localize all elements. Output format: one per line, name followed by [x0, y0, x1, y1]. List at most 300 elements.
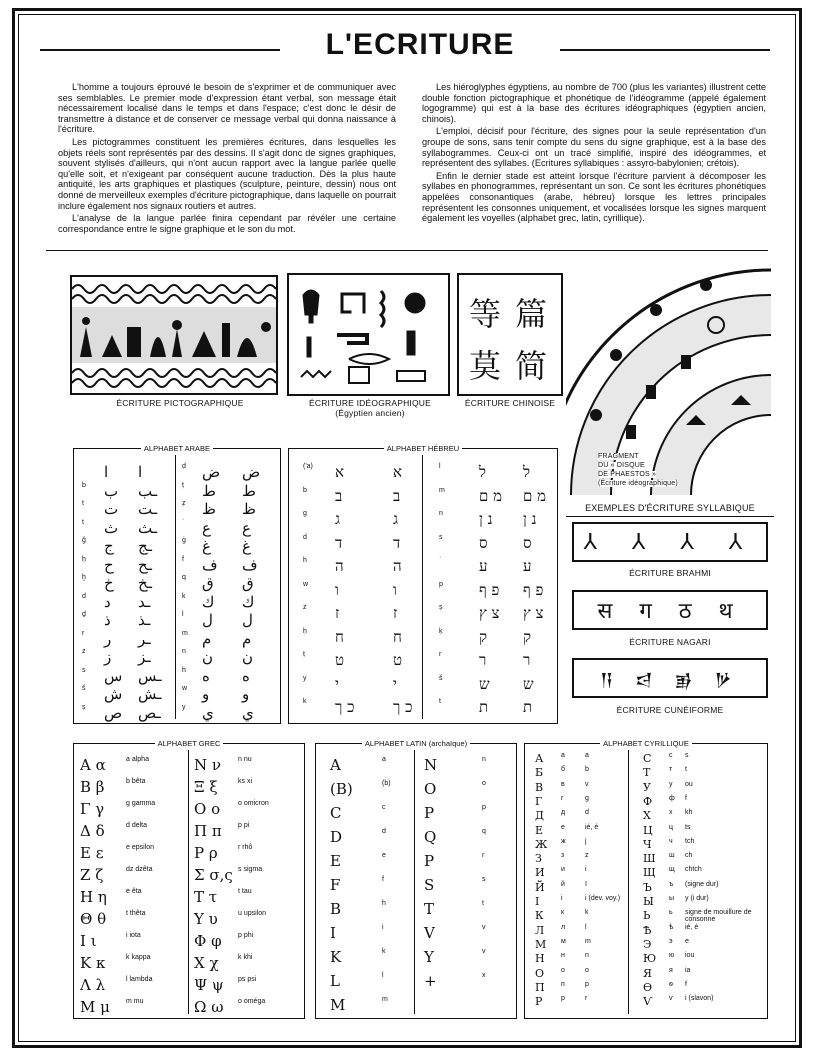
letter-glyph: ע: [523, 557, 532, 575]
letter-transliteration: ц: [669, 823, 674, 831]
letter-transliteration: e: [382, 852, 386, 859]
letter-transliteration: n nu: [238, 756, 252, 763]
letter-transliteration: ou: [685, 780, 693, 788]
letter-glyph: ا: [138, 463, 143, 481]
letter-glyph: К: [535, 909, 544, 923]
letter-transliteration: ḍ: [182, 463, 186, 470]
letter-glyph: Л: [535, 923, 545, 937]
letter-transliteration: b: [585, 766, 589, 774]
intro-paragraph: L'homme a toujours éprouvé le besoin de s'exprimer et de communiquer avec ses semblables. Le premier mode d'expression étant verbal, son message était nécessairement localisé dans le temps et dans l'espace; c'est donc le désir de transmettre à distance et de conserver ce message verbal qui donna naissance à l'écriture.: [58, 82, 396, 135]
letter-glyph: Г: [535, 794, 543, 808]
letter-transliteration: ch: [685, 852, 693, 860]
letter-glyph: ظ: [202, 500, 216, 518]
nagari-sample: [572, 590, 768, 630]
letter-glyph: V: [424, 924, 435, 942]
letter-glyph: ـز: [138, 648, 151, 666]
letter-glyph: ر: [104, 629, 112, 648]
letter-glyph: ת: [479, 698, 489, 716]
intro-paragraph: Les pictogrammes constituent les premières écritures, dans lesquelles les objets réels sont représentés par des dessins. Il s'agit donc de signes graphiques, souvent stylisés d'ailleurs, qui n'ont aucun rapport avec la langue parlée quelle qu'elle soit, et n'exigeant par conséquent aucune traduction. Dès la plus haute antiquité, les arts graphiques et plastiques (sculpture, peinture, dessin) nous ont donné de merveilleux exemples d'écriture pictographique, dans laquelle on pourrait inclure également nos signaux routiers et autres.: [58, 136, 396, 211]
letter-glyph: ـش: [138, 685, 162, 703]
letter-transliteration: т: [669, 766, 673, 774]
letter-glyph: З: [535, 852, 542, 866]
letter-transliteration: kh: [685, 809, 693, 817]
letter-transliteration: f: [382, 876, 384, 883]
letter-glyph: נ ן: [523, 510, 537, 528]
intro-paragraph: L'emploi, décisif pour l'écriture, des signes pour la seule représentation d'un groupe de sons, sans tenir compte du sens du signe graphique, est à la base des syllabogrammes. Ceux-ci ont un tracé simplifié, inspiré des idéogrammes, et représentent des syllabes. (Ecritures syllabiques : assyro-babylonien; crétois).: [422, 126, 766, 169]
letter-glyph: I: [330, 924, 336, 942]
letter-glyph: م: [202, 629, 212, 648]
letter-glyph: י: [335, 674, 339, 693]
letter-transliteration: ks xi: [238, 778, 252, 785]
letter-glyph: C: [330, 804, 342, 822]
brahmi-sample: [572, 522, 768, 562]
letter-transliteration: д: [561, 809, 566, 817]
letter-glyph: ـر: [138, 629, 151, 648]
alphabet-arabic-table: [73, 444, 281, 724]
letter-glyph: و: [242, 685, 250, 703]
letter-transliteration: l: [439, 463, 441, 470]
syllabic-section-title: EXEMPLES D'ÉCRITURE SYLLABIQUE: [566, 503, 774, 517]
letter-transliteration: d delta: [126, 822, 148, 829]
letter-glyph: ع: [202, 518, 211, 537]
letter-glyph: ذ: [104, 611, 111, 629]
letter-glyph: Ы: [643, 895, 654, 908]
letter-glyph: ـث: [138, 518, 158, 537]
letter-transliteration: p: [439, 580, 443, 588]
letter-transliteration: s: [439, 533, 443, 541]
letter-transliteration: ié, é: [685, 923, 699, 931]
letter-glyph: ב: [335, 486, 343, 505]
alphabet-hebrew-title: ALPHABET HÉBREU: [384, 444, 462, 453]
letter-glyph: ق: [242, 574, 254, 592]
letter-transliteration: q: [482, 828, 486, 835]
letter-glyph: מ ם: [523, 486, 547, 505]
letter-glyph: ו: [335, 580, 339, 599]
letter-transliteration: ('a): [303, 463, 313, 470]
letter-transliteration: t: [482, 900, 484, 907]
letter-transliteration: н: [561, 952, 565, 960]
letter-glyph: K: [330, 948, 342, 966]
letter-transliteration: k: [382, 948, 386, 955]
letter-glyph: ר: [479, 651, 487, 669]
letter-transliteration: х: [669, 809, 673, 817]
letter-glyph: Ψ ψ: [194, 976, 224, 994]
letter-glyph: L: [330, 972, 340, 990]
letter-transliteration: n: [182, 648, 186, 655]
letter-glyph: ن: [202, 648, 214, 666]
letter-transliteration: о: [561, 966, 565, 974]
letter-glyph: א: [393, 463, 403, 481]
letter-glyph: Y: [424, 948, 434, 966]
letter-glyph: س: [104, 666, 123, 685]
letter-transliteration: ġ: [182, 537, 186, 544]
column-divider: [188, 750, 189, 1014]
letter-glyph: ט: [335, 651, 345, 669]
letter-glyph: ד: [393, 533, 401, 552]
letter-glyph: ظ: [242, 500, 256, 518]
letter-glyph: N: [424, 756, 438, 774]
letter-transliteration: f: [182, 555, 184, 563]
ideographic-caption: ÉCRITURE IDÉOGRAPHIQUE: [309, 398, 431, 408]
letter-glyph: ا: [104, 463, 109, 481]
letter-transliteration: к: [561, 909, 565, 917]
letter-transliteration: o: [482, 780, 486, 787]
letter-glyph: Т: [643, 766, 651, 780]
alphabet-arabic-title: ALPHABET ARABE: [141, 444, 213, 453]
letter-glyph: ش: [104, 685, 123, 703]
letter-glyph: А: [535, 752, 544, 765]
letter-transliteration: i: [382, 924, 384, 931]
alphabet-latin-table: [315, 739, 517, 1019]
letter-transliteration: ps psi: [238, 976, 257, 983]
letter-transliteration: p pi: [238, 822, 250, 829]
chinese-character: 简: [515, 347, 548, 385]
letter-transliteration: l: [182, 611, 184, 618]
alphabet-greek-title: ALPHABET GREC: [155, 739, 224, 748]
letter-transliteration: i (dev. voy.): [585, 895, 621, 902]
letter-transliteration: б: [561, 766, 566, 774]
letter-transliteration: у: [669, 780, 673, 788]
letter-glyph: P: [424, 852, 435, 870]
letter-transliteration: t: [82, 518, 84, 526]
letter-glyph: Й: [535, 880, 545, 894]
letter-glyph: ل: [202, 611, 213, 629]
letter-glyph: د: [104, 592, 111, 611]
letter-glyph: ل: [242, 611, 253, 629]
letter-glyph: א: [335, 463, 345, 481]
letter-glyph: Γ γ: [80, 800, 105, 818]
letter-transliteration: ǧ: [82, 537, 86, 544]
letter-glyph: צ ץ: [523, 604, 544, 622]
letter-transliteration: l: [382, 972, 384, 979]
letter-glyph: Ю: [643, 952, 657, 966]
letter-transliteration: п: [561, 980, 565, 988]
letter-glyph: P: [424, 804, 435, 822]
letter-glyph: ب: [104, 481, 119, 500]
brahmi-caption: ÉCRITURE BRAHMI: [629, 568, 711, 578]
letter-transliteration: l: [585, 923, 587, 931]
letter-transliteration: й: [561, 880, 565, 888]
letter-transliteration: (b): [382, 780, 391, 787]
alphabet-cyrillic-table: [524, 739, 768, 1019]
phaestos-disc-image: [566, 265, 771, 495]
letter-transliteration: w: [303, 580, 309, 588]
letter-transliteration: t: [685, 766, 687, 774]
brahmi-glyphs: ⅄ ⅄ ⅄ ⅄: [583, 529, 757, 555]
letter-transliteration: ḥ: [303, 627, 307, 635]
letter-glyph: נ ן: [479, 510, 493, 528]
letter-transliteration: g gamma: [126, 800, 156, 807]
letter-transliteration: ï: [585, 880, 587, 888]
letter-transliteration: w: [182, 685, 188, 692]
letter-glyph: Б: [535, 766, 544, 780]
letter-transliteration: h: [382, 900, 386, 907]
letter-glyph: ד: [335, 533, 343, 552]
letter-glyph: ש: [523, 674, 534, 693]
letter-glyph: Μ μ: [80, 998, 110, 1016]
letter-glyph: ג: [335, 510, 340, 528]
cuneiform-caption: ÉCRITURE CUNÉIFORME: [616, 705, 724, 715]
letter-transliteration: s: [482, 876, 486, 883]
letter-glyph: ه: [202, 666, 210, 685]
letter-transliteration: ф: [669, 794, 675, 802]
letter-transliteration: ы: [669, 895, 675, 902]
letter-glyph: Ь: [643, 909, 651, 923]
letter-glyph: ط: [242, 481, 256, 500]
letter-transliteration: v: [585, 780, 589, 788]
letter-glyph: ב: [393, 486, 401, 505]
letter-transliteration: b bêta: [126, 778, 146, 785]
letter-glyph: Α α: [80, 756, 106, 774]
letter-glyph: ج: [104, 537, 114, 555]
letter-transliteration: i (slavon): [685, 995, 714, 1003]
cuneiform-glyphs: 𒀀 𒁀 𒂊 𒃻: [600, 669, 740, 691]
letter-glyph: ـح: [138, 555, 153, 574]
letter-transliteration: m mu: [126, 998, 144, 1005]
chinese-writing-image: [457, 273, 563, 396]
letter-glyph: و: [202, 685, 210, 703]
letter-transliteration: i: [585, 866, 587, 874]
letter-transliteration: ʿ: [182, 518, 185, 526]
letter-glyph: ו: [393, 580, 397, 599]
letter-transliteration: ж: [561, 837, 566, 845]
letter-glyph: Ο ο: [194, 800, 221, 818]
letter-glyph: ז: [393, 604, 398, 622]
letter-transliteration: з: [561, 852, 565, 860]
chinese-character: 篇: [515, 295, 548, 333]
letter-transliteration: (signe dur): [685, 880, 719, 888]
letter-glyph: ك: [202, 592, 215, 611]
letter-transliteration: я: [669, 966, 673, 974]
letter-glyph: ג: [393, 510, 398, 528]
letter-transliteration: ṭ: [303, 651, 305, 658]
letter-glyph: ר: [523, 651, 531, 669]
chinese-character: 莫: [469, 347, 502, 385]
letter-transliteration: d: [303, 533, 307, 541]
letter-glyph: Σ σ,ς: [194, 866, 233, 884]
letter-glyph: +: [424, 972, 437, 990]
letter-glyph: ـذ: [138, 611, 151, 629]
letter-transliteration: m: [382, 996, 388, 1003]
pictographic-frieze-image: [70, 275, 278, 395]
letter-glyph: П: [535, 980, 545, 994]
letter-glyph: ש: [479, 674, 490, 693]
letter-transliteration: k kappa: [126, 954, 151, 961]
letter-glyph: Н: [535, 952, 545, 966]
letter-glyph: Я: [643, 966, 652, 980]
letter-transliteration: ia: [685, 966, 691, 974]
letter-glyph: Ω ω: [194, 998, 224, 1016]
intro-paragraph: Les hiéroglyphes égyptiens, au nombre de 700 (plus les variantes) illustrent cette double fonction pictographique et phonétique de l'idéogramme (appelé également logogramme) qui est à la base des écritures idéographiques (égyptien ancien, chinois).: [422, 82, 766, 124]
letter-transliteration: c: [382, 804, 386, 811]
letter-transliteration: ḏ: [82, 611, 86, 618]
egyptian-hieroglyph-image: [287, 273, 450, 396]
letter-transliteration: o oméga: [238, 998, 266, 1005]
letter-glyph: Υ υ: [194, 910, 218, 928]
letter-glyph: ص: [104, 703, 123, 722]
letter-glyph: Q: [424, 828, 437, 846]
letter-transliteration: t tau: [238, 888, 252, 895]
letter-glyph: ל: [479, 463, 487, 481]
letter-glyph: ס: [523, 533, 532, 552]
alphabet-cyrillic-title: ALPHABET CYRILLIQUE: [600, 739, 692, 748]
letter-glyph: ـخ: [138, 574, 153, 592]
letter-glyph: Ш: [643, 852, 656, 866]
letter-glyph: Τ τ: [194, 888, 218, 906]
letter-transliteration: e epsilon: [126, 844, 155, 851]
letter-transliteration: d: [585, 809, 589, 817]
intro-left-column: [58, 82, 396, 236]
page-title: L'ECRITURE: [280, 28, 560, 62]
letter-glyph: A: [330, 756, 341, 774]
alphabet-hebrew-table: [288, 444, 558, 724]
letter-transliteration: q: [182, 574, 186, 581]
letter-transliteration: е: [561, 823, 565, 831]
letter-glyph: ز: [104, 648, 112, 666]
nagari-glyphs: स ग ठ थ: [597, 599, 743, 624]
column-divider: [628, 750, 629, 1014]
letter-glyph: פ ף: [479, 580, 500, 599]
letter-glyph: ע: [479, 557, 488, 575]
letter-glyph: Ζ ζ: [80, 866, 104, 884]
letter-glyph: ن: [242, 648, 254, 666]
letter-glyph: غ: [202, 537, 211, 555]
letter-transliteration: o: [585, 966, 589, 974]
letter-transliteration: щ: [669, 866, 675, 874]
letter-glyph: ח: [393, 627, 402, 646]
letter-glyph: T: [424, 900, 435, 918]
letter-transliteration: h: [182, 666, 186, 674]
letter-glyph: Η η: [80, 888, 107, 906]
letter-glyph: ל: [523, 463, 531, 481]
letter-transliteration: f: [685, 980, 687, 988]
letter-transliteration: t: [439, 698, 441, 705]
cuneiform-sample: [572, 658, 768, 698]
letter-glyph: ق: [202, 574, 214, 592]
letter-transliteration: ь: [669, 909, 673, 917]
letter-transliteration: p: [482, 804, 486, 811]
letter-glyph: В: [535, 780, 544, 794]
section-divider: [46, 250, 768, 251]
letter-glyph: Ν ν: [194, 756, 222, 774]
letter-glyph: ـد: [138, 592, 151, 611]
letter-glyph: B: [330, 900, 342, 918]
letter-glyph: Ѣ: [643, 923, 652, 937]
letter-transliteration: p: [585, 980, 589, 988]
column-divider: [175, 455, 176, 719]
letter-glyph: D: [330, 828, 343, 846]
letter-transliteration: ч: [669, 837, 673, 845]
letter-glyph: ك: [242, 592, 255, 611]
letter-glyph: ה: [335, 557, 344, 575]
letter-glyph: כ ך: [393, 698, 413, 716]
intro-paragraph: L'analyse de la langue parlée finira cependant par révéler une certaine correspondance entre le signe graphique et le son du mot.: [58, 213, 396, 234]
letter-transliteration: v: [482, 924, 486, 931]
letter-transliteration: j: [585, 837, 587, 845]
letter-transliteration: s sigma: [238, 866, 263, 873]
letter-glyph: М: [535, 937, 547, 951]
letter-glyph: ק: [523, 627, 532, 646]
letter-glyph: Ξ ξ: [194, 778, 218, 796]
letter-glyph: Ч: [643, 837, 652, 851]
letter-glyph: ف: [242, 555, 258, 574]
letter-transliteration: ẓ: [182, 500, 186, 507]
letter-transliteration: z: [82, 648, 86, 655]
letter-glyph: ث: [104, 518, 119, 537]
letter-glyph: ـت: [138, 500, 158, 518]
letter-transliteration: t: [82, 500, 84, 507]
letter-transliteration: ю: [669, 952, 675, 960]
letter-transliteration: ʿ: [439, 557, 442, 564]
letter-transliteration: ḥ: [82, 555, 86, 563]
letter-glyph: ـج: [138, 537, 153, 555]
letter-glyph: ת: [523, 698, 533, 716]
letter-transliteration: a: [382, 756, 386, 763]
letter-transliteration: e: [685, 937, 689, 945]
letter-transliteration: p phi: [238, 932, 254, 939]
letter-glyph: ـس: [138, 666, 162, 685]
letter-glyph: خ: [104, 574, 114, 592]
letter-glyph: ה: [393, 557, 402, 575]
letter-glyph: ט: [393, 651, 403, 669]
letter-transliteration: h: [303, 557, 307, 564]
letter-glyph: ت: [104, 500, 119, 518]
letter-transliteration: m: [182, 629, 188, 637]
letter-transliteration: г: [561, 794, 564, 802]
letter-glyph: F: [330, 876, 341, 894]
letter-transliteration: ḫ: [82, 574, 86, 581]
letter-glyph: Ѵ: [643, 995, 653, 1009]
letter-transliteration: y: [303, 674, 307, 682]
nagari-caption: ÉCRITURE NAGARI: [629, 637, 711, 647]
letter-transliteration: m: [585, 937, 591, 945]
letter-transliteration: s: [82, 666, 86, 674]
letter-transliteration: g: [303, 510, 307, 517]
letter-transliteration: š: [82, 685, 86, 692]
letter-glyph: Ε ε: [80, 844, 104, 862]
letter-transliteration: і: [561, 895, 563, 902]
letter-transliteration: i iota: [126, 932, 141, 939]
letter-glyph: צ ץ: [479, 604, 500, 622]
letter-transliteration: o omicron: [238, 800, 269, 807]
letter-glyph: Λ λ: [80, 976, 106, 994]
letter-glyph: ف: [202, 555, 218, 574]
letter-glyph: Δ δ: [80, 822, 105, 840]
intro-paragraph: Enfin le dernier stade est atteint lorsque l'écriture parvient à décomposer les syllabes en phonogrammes, représentant un son. Ce sont les écritures phonétiques appelées consonantiques (arabe, hébreu) lorsque les lettres principales représentent les consonnes uniquement, et vocalisées lorsque les signes marquent également les voyelles (alphabet grec, latin, cyrillique).: [422, 170, 766, 224]
letter-glyph: ي: [242, 703, 254, 722]
letter-glyph: פ ף: [523, 580, 544, 599]
letter-glyph: מ ם: [479, 486, 503, 505]
letter-glyph: ז: [335, 604, 340, 622]
letter-glyph: Π π: [194, 822, 222, 840]
letter-glyph: S: [424, 876, 435, 894]
letter-transliteration: u upsilon: [238, 910, 267, 917]
letter-glyph: Р: [535, 995, 543, 1009]
letter-glyph: Ф: [643, 794, 653, 808]
letter-transliteration: chtch: [685, 866, 702, 874]
letter-glyph: ـب: [138, 481, 158, 500]
letter-glyph: Ж: [535, 837, 548, 851]
letter-glyph: Э: [643, 937, 652, 951]
letter-transliteration: r: [585, 995, 588, 1003]
letter-transliteration: n: [585, 952, 589, 960]
letter-transliteration: x: [482, 972, 486, 979]
letter-transliteration: a: [585, 752, 589, 759]
letter-transliteration: ṣ: [439, 604, 443, 611]
letter-transliteration: iou: [685, 952, 695, 960]
letter-glyph: Χ χ: [194, 954, 219, 972]
letter-glyph: ي: [202, 703, 214, 722]
